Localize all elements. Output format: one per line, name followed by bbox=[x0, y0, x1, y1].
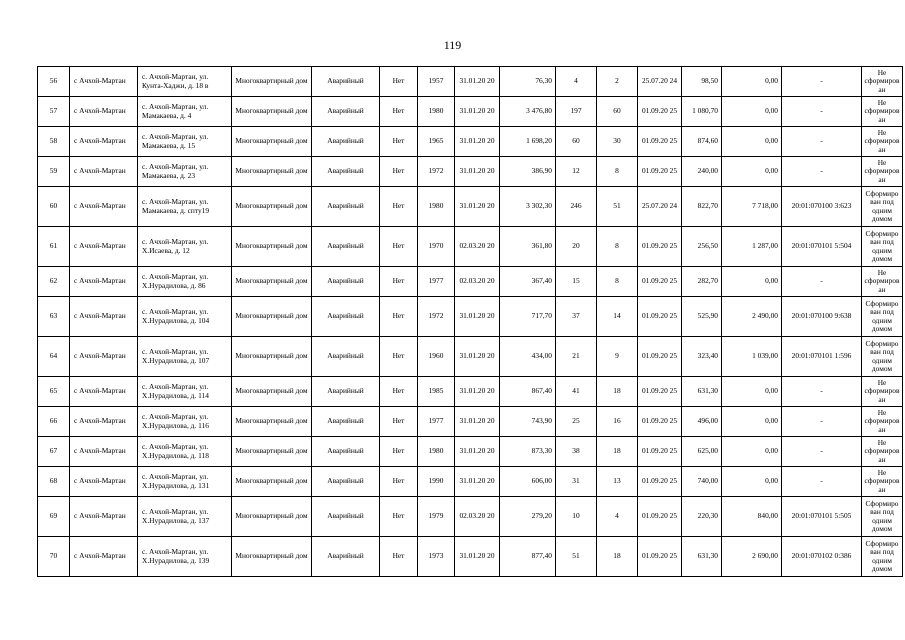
cell-cadastral-number: 20:01:070102 0:386 bbox=[782, 537, 862, 577]
cell-cadastral-number: - bbox=[782, 157, 862, 187]
cell-resettlement-date: 25.07.20 24 bbox=[638, 67, 682, 97]
table-row bbox=[38, 497, 903, 537]
cell-area-value: 625,00 bbox=[682, 437, 722, 467]
cell-row-number: 70 bbox=[38, 537, 70, 577]
cell-recognition-date: 31.01.20 20 bbox=[455, 67, 500, 97]
cell-total-area: 1 698,20 bbox=[500, 127, 556, 157]
table-row bbox=[38, 267, 903, 297]
cell-recognition-date: 31.01.20 20 bbox=[455, 377, 500, 407]
cell-recognition-date: 31.01.20 20 bbox=[455, 157, 500, 187]
cell-settlement: с Ачхой-Мартан bbox=[70, 497, 138, 537]
cell-condition: Аварийный bbox=[312, 127, 380, 157]
cell-address: с. Ачхой-Мартан, ул. Мамакаева, д. 23 bbox=[138, 157, 232, 187]
cell-total-area: 3 476,80 bbox=[500, 97, 556, 127]
cell-building-type: Многоквартирный дом bbox=[232, 67, 312, 97]
cell-year-built: 1957 bbox=[418, 67, 455, 97]
cell-land-status: Не сформиров ан bbox=[862, 437, 903, 467]
cell-total-area: 434,00 bbox=[500, 337, 556, 377]
cell-settlement: с Ачхой-Мартан bbox=[70, 67, 138, 97]
cell-land-status: Сформиро ван под одним домом bbox=[862, 497, 903, 537]
cell-land-area: 1 039,00 bbox=[722, 337, 782, 377]
cell-recognition-date: 31.01.20 20 bbox=[455, 337, 500, 377]
table-row bbox=[38, 187, 903, 227]
cell-land-status: Не сформиров ан bbox=[862, 407, 903, 437]
cell-land-area: 2 490,00 bbox=[722, 297, 782, 337]
cell-resettlement-date: 01.09.20 25 bbox=[638, 467, 682, 497]
cell-settlement: с Ачхой-Мартан bbox=[70, 537, 138, 577]
cell-premises: 8 bbox=[597, 227, 638, 267]
cell-cadastral-number: - bbox=[782, 467, 862, 497]
cell-resettlement-date: 01.09.20 25 bbox=[638, 337, 682, 377]
table-row bbox=[38, 157, 903, 187]
cell-address: с. Ачхой-Мартан, ул. Х.Нурадилова, д. 139 bbox=[138, 537, 232, 577]
cell-address: с. Ачхой-Мартан, ул. Х.Нурадилова, д. 131 bbox=[138, 467, 232, 497]
cell-recognition-date: 31.01.20 20 bbox=[455, 437, 500, 467]
cell-premises: 60 bbox=[597, 97, 638, 127]
table-row bbox=[38, 467, 903, 497]
cell-building-type: Многоквартирный дом bbox=[232, 97, 312, 127]
cell-row-number: 56 bbox=[38, 67, 70, 97]
cell-address: с. Ачхой-Мартан, ул. Х.Нурадилова, д. 107 bbox=[138, 337, 232, 377]
cell-status-flag: Нет bbox=[380, 497, 418, 537]
cell-year-built: 1977 bbox=[418, 407, 455, 437]
cell-row-number: 65 bbox=[38, 377, 70, 407]
cell-resettlement-date: 01.09.20 25 bbox=[638, 297, 682, 337]
cell-year-built: 1965 bbox=[418, 127, 455, 157]
cell-year-built: 1972 bbox=[418, 297, 455, 337]
cell-land-status: Сформиро ван под одним домом bbox=[862, 297, 903, 337]
cell-status-flag: Нет bbox=[380, 127, 418, 157]
cell-building-type: Многоквартирный дом bbox=[232, 127, 312, 157]
cell-area-value: 256,50 bbox=[682, 227, 722, 267]
cell-condition: Аварийный bbox=[312, 267, 380, 297]
cell-row-number: 67 bbox=[38, 437, 70, 467]
cell-building-type: Многоквартирный дом bbox=[232, 437, 312, 467]
cell-address: с. Ачхой-Мартан, ул. Х.Исаева, д. 12 bbox=[138, 227, 232, 267]
cell-resettlement-date: 25.07.20 24 bbox=[638, 187, 682, 227]
cell-cadastral-number: - bbox=[782, 267, 862, 297]
cell-status-flag: Нет bbox=[380, 267, 418, 297]
cell-area-value: 496,00 bbox=[682, 407, 722, 437]
cell-building-type: Многоквартирный дом bbox=[232, 267, 312, 297]
cell-total-area: 877,40 bbox=[500, 537, 556, 577]
cell-land-status: Сформиро ван под одним домом bbox=[862, 537, 903, 577]
cell-land-area: 840,00 bbox=[722, 497, 782, 537]
cell-year-built: 1980 bbox=[418, 187, 455, 227]
cell-area-value: 631,30 bbox=[682, 537, 722, 577]
cell-premises: 18 bbox=[597, 437, 638, 467]
cell-condition: Аварийный bbox=[312, 537, 380, 577]
cell-settlement: с Ачхой-Мартан bbox=[70, 297, 138, 337]
cell-residents: 31 bbox=[556, 467, 597, 497]
cell-address: с. Ачхой-Мартан, ул. Мамакаева, д. спту19 bbox=[138, 187, 232, 227]
cell-status-flag: Нет bbox=[380, 377, 418, 407]
housing-registry-table bbox=[37, 66, 903, 577]
cell-status-flag: Нет bbox=[380, 157, 418, 187]
table-row bbox=[38, 377, 903, 407]
cell-area-value: 323,40 bbox=[682, 337, 722, 377]
cell-settlement: с Ачхой-Мартан bbox=[70, 97, 138, 127]
cell-resettlement-date: 01.09.20 25 bbox=[638, 97, 682, 127]
cell-condition: Аварийный bbox=[312, 157, 380, 187]
cell-year-built: 1977 bbox=[418, 267, 455, 297]
cell-row-number: 68 bbox=[38, 467, 70, 497]
table-row bbox=[38, 297, 903, 337]
cell-area-value: 822,70 bbox=[682, 187, 722, 227]
cell-address: с. Ачхой-Мартан, ул. Х.Нурадилова, д. 118 bbox=[138, 437, 232, 467]
cell-cadastral-number: 20:01:070101 1:596 bbox=[782, 337, 862, 377]
cell-land-status: Не сформиров ан bbox=[862, 97, 903, 127]
cell-land-area: 1 287,00 bbox=[722, 227, 782, 267]
cell-address: с. Ачхой-Мартан, ул. Х.Нурадилова, д. 137 bbox=[138, 497, 232, 537]
cell-land-status: Сформиро ван под одним домом bbox=[862, 337, 903, 377]
cell-premises: 8 bbox=[597, 157, 638, 187]
cell-total-area: 386,90 bbox=[500, 157, 556, 187]
cell-settlement: с Ачхой-Мартан bbox=[70, 377, 138, 407]
cell-year-built: 1985 bbox=[418, 377, 455, 407]
cell-year-built: 1979 bbox=[418, 497, 455, 537]
cell-resettlement-date: 01.09.20 25 bbox=[638, 227, 682, 267]
cell-land-area: 0,00 bbox=[722, 97, 782, 127]
cell-recognition-date: 31.01.20 20 bbox=[455, 407, 500, 437]
cell-total-area: 76,30 bbox=[500, 67, 556, 97]
cell-year-built: 1970 bbox=[418, 227, 455, 267]
cell-premises: 13 bbox=[597, 467, 638, 497]
cell-land-area: 2 690,00 bbox=[722, 537, 782, 577]
cell-cadastral-number: - bbox=[782, 97, 862, 127]
cell-settlement: с Ачхой-Мартан bbox=[70, 267, 138, 297]
cell-total-area: 743,90 bbox=[500, 407, 556, 437]
cell-land-area: 0,00 bbox=[722, 157, 782, 187]
cell-area-value: 98,50 bbox=[682, 67, 722, 97]
cell-premises: 9 bbox=[597, 337, 638, 377]
cell-condition: Аварийный bbox=[312, 407, 380, 437]
table-row bbox=[38, 437, 903, 467]
cell-status-flag: Нет bbox=[380, 337, 418, 377]
cell-premises: 18 bbox=[597, 377, 638, 407]
cell-condition: Аварийный bbox=[312, 67, 380, 97]
cell-premises: 16 bbox=[597, 407, 638, 437]
cell-settlement: с Ачхой-Мартан bbox=[70, 437, 138, 467]
cell-area-value: 220,30 bbox=[682, 497, 722, 537]
cell-total-area: 873,30 bbox=[500, 437, 556, 467]
cell-row-number: 60 bbox=[38, 187, 70, 227]
cell-status-flag: Нет bbox=[380, 437, 418, 467]
cell-row-number: 64 bbox=[38, 337, 70, 377]
cell-total-area: 367,40 bbox=[500, 267, 556, 297]
cell-total-area: 361,80 bbox=[500, 227, 556, 267]
cell-residents: 25 bbox=[556, 407, 597, 437]
cell-resettlement-date: 01.09.20 25 bbox=[638, 537, 682, 577]
cell-area-value: 740,00 bbox=[682, 467, 722, 497]
cell-condition: Аварийный bbox=[312, 467, 380, 497]
cell-status-flag: Нет bbox=[380, 407, 418, 437]
cell-building-type: Многоквартирный дом bbox=[232, 497, 312, 537]
cell-year-built: 1972 bbox=[418, 157, 455, 187]
cell-premises: 18 bbox=[597, 537, 638, 577]
cell-building-type: Многоквартирный дом bbox=[232, 407, 312, 437]
table-row bbox=[38, 337, 903, 377]
cell-row-number: 63 bbox=[38, 297, 70, 337]
cell-status-flag: Нет bbox=[380, 537, 418, 577]
table-row bbox=[38, 407, 903, 437]
cell-status-flag: Нет bbox=[380, 227, 418, 267]
cell-building-type: Многоквартирный дом bbox=[232, 337, 312, 377]
cell-recognition-date: 02.03.20 20 bbox=[455, 267, 500, 297]
cell-cadastral-number: 20:01:070100 3:623 bbox=[782, 187, 862, 227]
table-body bbox=[38, 67, 903, 577]
cell-residents: 246 bbox=[556, 187, 597, 227]
cell-total-area: 279,20 bbox=[500, 497, 556, 537]
cell-recognition-date: 31.01.20 20 bbox=[455, 187, 500, 227]
table-row bbox=[38, 537, 903, 577]
cell-premises: 4 bbox=[597, 497, 638, 537]
cell-land-area: 0,00 bbox=[722, 127, 782, 157]
table-row bbox=[38, 97, 903, 127]
cell-status-flag: Нет bbox=[380, 467, 418, 497]
cell-cadastral-number: - bbox=[782, 377, 862, 407]
cell-address: с. Ачхой-Мартан, ул. Мамакаева, д. 4 bbox=[138, 97, 232, 127]
cell-row-number: 69 bbox=[38, 497, 70, 537]
cell-building-type: Многоквартирный дом bbox=[232, 157, 312, 187]
cell-land-area: 0,00 bbox=[722, 377, 782, 407]
cell-address: с. Ачхой-Мартан, ул. Мамакаева, д. 15 bbox=[138, 127, 232, 157]
cell-settlement: с Ачхой-Мартан bbox=[70, 187, 138, 227]
cell-cadastral-number: - bbox=[782, 67, 862, 97]
cell-residents: 20 bbox=[556, 227, 597, 267]
cell-premises: 30 bbox=[597, 127, 638, 157]
cell-resettlement-date: 01.09.20 25 bbox=[638, 497, 682, 537]
cell-residents: 197 bbox=[556, 97, 597, 127]
cell-year-built: 1980 bbox=[418, 97, 455, 127]
cell-settlement: с Ачхой-Мартан bbox=[70, 227, 138, 267]
cell-area-value: 874,60 bbox=[682, 127, 722, 157]
cell-resettlement-date: 01.09.20 25 bbox=[638, 127, 682, 157]
cell-land-area: 0,00 bbox=[722, 467, 782, 497]
cell-resettlement-date: 01.09.20 25 bbox=[638, 377, 682, 407]
cell-address: с. Ачхой-Мартан, ул. Х.Нурадилова, д. 116 bbox=[138, 407, 232, 437]
cell-resettlement-date: 01.09.20 25 bbox=[638, 437, 682, 467]
cell-land-area: 0,00 bbox=[722, 437, 782, 467]
cell-settlement: с Ачхой-Мартан bbox=[70, 337, 138, 377]
cell-year-built: 1960 bbox=[418, 337, 455, 377]
cell-cadastral-number: - bbox=[782, 127, 862, 157]
cell-residents: 10 bbox=[556, 497, 597, 537]
cell-recognition-date: 02.03.20 20 bbox=[455, 497, 500, 537]
cell-row-number: 61 bbox=[38, 227, 70, 267]
cell-cadastral-number: 20:01:070100 9:638 bbox=[782, 297, 862, 337]
cell-resettlement-date: 01.09.20 25 bbox=[638, 267, 682, 297]
cell-row-number: 66 bbox=[38, 407, 70, 437]
cell-recognition-date: 31.01.20 20 bbox=[455, 537, 500, 577]
cell-settlement: с Ачхой-Мартан bbox=[70, 127, 138, 157]
cell-land-status: Сформиро ван под одним домом bbox=[862, 227, 903, 267]
cell-land-area: 0,00 bbox=[722, 67, 782, 97]
cell-land-status: Не сформиров ан bbox=[862, 127, 903, 157]
cell-land-status: Не сформиров ан bbox=[862, 157, 903, 187]
cell-year-built: 1980 bbox=[418, 437, 455, 467]
cell-building-type: Многоквартирный дом bbox=[232, 297, 312, 337]
page-number: 119 bbox=[443, 38, 462, 52]
cell-land-status: Не сформиров ан bbox=[862, 267, 903, 297]
cell-address: с. Ачхой-Мартан, ул. Кунта-Хаджи, д. 18 в bbox=[138, 67, 232, 97]
cell-condition: Аварийный bbox=[312, 497, 380, 537]
cell-address: с. Ачхой-Мартан, ул. Х.Нурадилова, д. 86 bbox=[138, 267, 232, 297]
cell-address: с. Ачхой-Мартан, ул. Х.Нурадилова, д. 114 bbox=[138, 377, 232, 407]
cell-area-value: 282,70 bbox=[682, 267, 722, 297]
table-row bbox=[38, 227, 903, 267]
cell-resettlement-date: 01.09.20 25 bbox=[638, 407, 682, 437]
cell-status-flag: Нет bbox=[380, 67, 418, 97]
cell-area-value: 240,00 bbox=[682, 157, 722, 187]
cell-resettlement-date: 01.09.20 25 bbox=[638, 157, 682, 187]
cell-residents: 37 bbox=[556, 297, 597, 337]
cell-settlement: с Ачхой-Мартан bbox=[70, 407, 138, 437]
cell-row-number: 57 bbox=[38, 97, 70, 127]
cell-condition: Аварийный bbox=[312, 227, 380, 267]
cell-residents: 60 bbox=[556, 127, 597, 157]
cell-residents: 38 bbox=[556, 437, 597, 467]
cell-row-number: 62 bbox=[38, 267, 70, 297]
cell-residents: 41 bbox=[556, 377, 597, 407]
cell-cadastral-number: - bbox=[782, 437, 862, 467]
cell-land-status: Не сформиров ан bbox=[862, 377, 903, 407]
cell-premises: 2 bbox=[597, 67, 638, 97]
cell-row-number: 58 bbox=[38, 127, 70, 157]
cell-residents: 12 bbox=[556, 157, 597, 187]
cell-row-number: 59 bbox=[38, 157, 70, 187]
cell-recognition-date: 31.01.20 20 bbox=[455, 467, 500, 497]
cell-condition: Аварийный bbox=[312, 97, 380, 127]
cell-condition: Аварийный bbox=[312, 187, 380, 227]
cell-residents: 21 bbox=[556, 337, 597, 377]
cell-cadastral-number: - bbox=[782, 407, 862, 437]
cell-premises: 14 bbox=[597, 297, 638, 337]
cell-status-flag: Нет bbox=[380, 187, 418, 227]
cell-residents: 15 bbox=[556, 267, 597, 297]
cell-status-flag: Нет bbox=[380, 297, 418, 337]
cell-condition: Аварийный bbox=[312, 337, 380, 377]
cell-area-value: 525,90 bbox=[682, 297, 722, 337]
cell-building-type: Многоквартирный дом bbox=[232, 467, 312, 497]
cell-cadastral-number: 20:01:070101 5:504 bbox=[782, 227, 862, 267]
table-row bbox=[38, 127, 903, 157]
cell-total-area: 867,40 bbox=[500, 377, 556, 407]
cell-year-built: 1973 bbox=[418, 537, 455, 577]
cell-area-value: 631,30 bbox=[682, 377, 722, 407]
cell-building-type: Многоквартирный дом bbox=[232, 537, 312, 577]
cell-residents: 4 bbox=[556, 67, 597, 97]
cell-premises: 8 bbox=[597, 267, 638, 297]
cell-recognition-date: 31.01.20 20 bbox=[455, 297, 500, 337]
cell-total-area: 3 302,30 bbox=[500, 187, 556, 227]
cell-recognition-date: 31.01.20 20 bbox=[455, 127, 500, 157]
cell-land-status: Сформиро ван под одним домом bbox=[862, 187, 903, 227]
cell-residents: 51 bbox=[556, 537, 597, 577]
cell-address: с. Ачхой-Мартан, ул. Х.Нурадилова, д. 104 bbox=[138, 297, 232, 337]
cell-building-type: Многоквартирный дом bbox=[232, 377, 312, 407]
cell-condition: Аварийный bbox=[312, 377, 380, 407]
cell-total-area: 606,00 bbox=[500, 467, 556, 497]
cell-building-type: Многоквартирный дом bbox=[232, 187, 312, 227]
cell-building-type: Многоквартирный дом bbox=[232, 227, 312, 267]
cell-total-area: 717,70 bbox=[500, 297, 556, 337]
cell-settlement: с Ачхой-Мартан bbox=[70, 157, 138, 187]
cell-settlement: с Ачхой-Мартан bbox=[70, 467, 138, 497]
cell-land-status: Не сформиров ан bbox=[862, 467, 903, 497]
cell-land-area: 0,00 bbox=[722, 267, 782, 297]
cell-land-area: 0,00 bbox=[722, 407, 782, 437]
cell-area-value: 1 080,70 bbox=[682, 97, 722, 127]
cell-status-flag: Нет bbox=[380, 97, 418, 127]
cell-land-area: 7 718,00 bbox=[722, 187, 782, 227]
cell-premises: 51 bbox=[597, 187, 638, 227]
cell-recognition-date: 02.03.20 20 bbox=[455, 227, 500, 267]
table-row bbox=[38, 67, 903, 97]
cell-condition: Аварийный bbox=[312, 437, 380, 467]
cell-recognition-date: 31.01.20 20 bbox=[455, 97, 500, 127]
cell-land-status: Не сформиров ан bbox=[862, 67, 903, 97]
cell-condition: Аварийный bbox=[312, 297, 380, 337]
cell-year-built: 1990 bbox=[418, 467, 455, 497]
cell-cadastral-number: 20:01:070101 5:505 bbox=[782, 497, 862, 537]
